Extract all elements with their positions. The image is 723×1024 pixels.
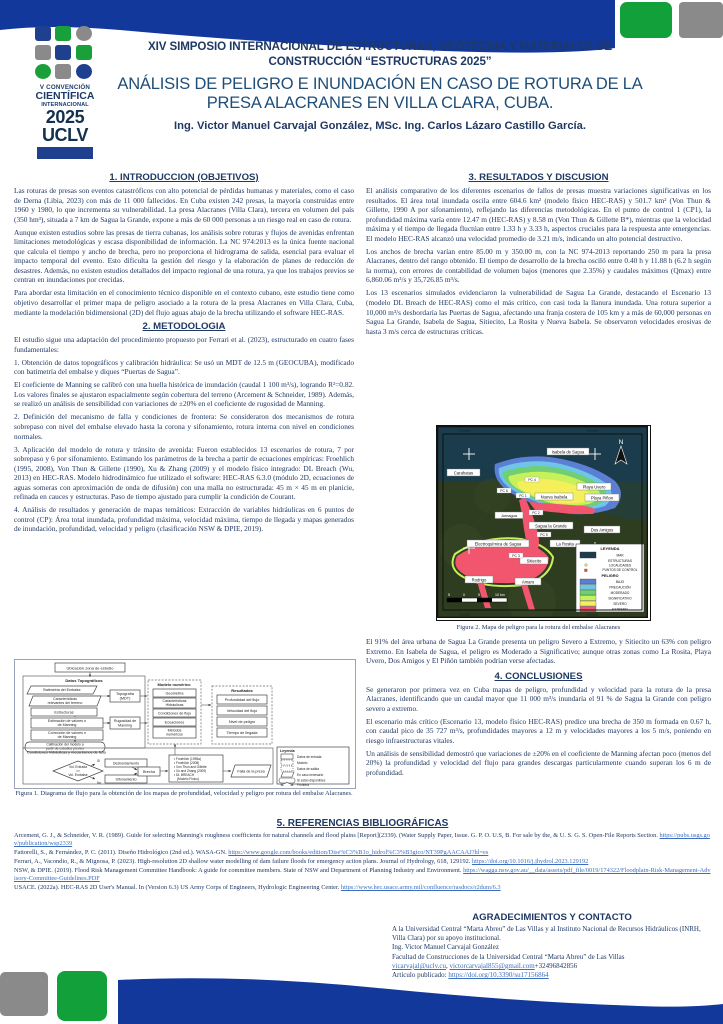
svg-text:MAR: MAR xyxy=(616,553,624,558)
method-paragraph-6: 4. Análisis de resultados y generación de mapas temáticos: Extracción de variables hidráulicas en 6 puntos de control (CP): Área total inundada, profundidad máxima, velocidad máxima, tiempo de llegada y mapas generados de inundación, profundidad, velocidad y peligro (clasificación NSW & DPIE, 2019). xyxy=(14,505,354,534)
flow-node-bathymetry xyxy=(27,686,97,694)
method-paragraph-1: El estudio sigue una adaptación del procedimiento propuesto por Ferrari et al. (2023), estructurado en cuatro fases fundamentales: xyxy=(14,335,354,354)
email-link-personal[interactable]: victorcarvajal855@gmail.com xyxy=(449,961,535,970)
ack-faculty: Facultad de Construcciones de la Universidad Central “Marta Abreu” de Las Villas xyxy=(392,952,625,961)
svg-text:Batimetría del Embalse: Batimetría del Embalse xyxy=(43,688,81,692)
flow-node-dam-failure xyxy=(231,765,271,777)
method-paragraph-2: 1. Obtención de datos topográficos y calibración hidráulica: Se usó un MDT de 12.5 m (GEOCUBA), modificado con batimetría del embalse y diques “Puertas de Sagua”. xyxy=(14,357,354,377)
reference-item xyxy=(14,858,711,866)
intro-paragraph-1: Las roturas de presas son eventos catastróficos con alto potencial de pérdidas humanas y materiales, como el caso de Derna (Libia, 2023) con más de 11 000 fallecidos. En Cuba existen 242 presas, la mayoría construidas entre 1960 y 1980, lo que incrementa su vulnerabilidad. La presa Alacranes (Villa Clara), tercera en volumen del país (350 hm³), situada a 7 km de Sagua la Grande, expone a más de 60 000 personas a un riesgo real en caso de rotura. xyxy=(14,186,354,224)
poster-title: ANÁLISIS DE PELIGRO E INUNDACIÓN EN CASO DE ROTURA DE LA PRESA ALACRANES EN VILLA CLARA, CUBA. xyxy=(117,74,643,113)
svg-text:• DL BREACH: • DL BREACH xyxy=(174,773,195,777)
ack-author: Ing. Victor Manuel Carvajal González xyxy=(392,943,499,952)
footer-swoosh-decoration xyxy=(118,966,723,1024)
svg-text:Amaro: Amaro xyxy=(521,579,535,585)
svg-text:PC 5: PC 5 xyxy=(540,533,548,537)
logo-year: 2025 xyxy=(45,106,85,127)
section-heading-acknowledgements: AGRADECIMIENTOS Y CONTACTO xyxy=(472,912,632,923)
svg-text:Carahatas: Carahatas xyxy=(453,470,474,476)
svg-text:Brecha: Brecha xyxy=(142,770,156,774)
svg-text:Nueva Isabela: Nueva Isabela xyxy=(540,494,568,500)
figure-2-caption: Figura 2. Mapa de peligro para la rotura del embalse Alacranes xyxy=(456,624,621,631)
intro-paragraph-2: Aunque existen estudios sobre las presas de tierra cubanas, los análisis sobre roturas y flujos de avenidas enfrentan limitaciones metodológicas y escasa disponibilidad de información. La NC 974:2013 es la única fuente nacional que calcula el tiempo y ancho de brecha, pero no proporciona el hidrograma de salida, esencial para evaluar el impacto temporal del evento. Esto dificulta la gestión del riesgo y la elaboración de planes de reducción de desastres. Además, no existen estudios detallados del impacto regional de una rotura, ya que los trabajos previos se centran en inundaciones por crecidas. xyxy=(14,227,354,285)
flow-node-start xyxy=(55,663,125,672)
svg-text:Ecuaciones: Ecuaciones xyxy=(164,720,185,725)
section-heading-results: 3. RESULTADOS Y DISCUSION xyxy=(468,172,609,183)
svg-text:Corrección de valores n: Corrección de valores n xyxy=(48,731,86,735)
svg-text:PC 3: PC 3 xyxy=(512,554,520,558)
svg-text:partir de estudios previos: partir de estudios previos xyxy=(46,746,84,751)
svg-text:SIGNIFICATIVO: SIGNIFICATIVO xyxy=(608,596,632,601)
reference-item xyxy=(14,849,711,857)
svg-text:Vol. Entrada: Vol. Entrada xyxy=(69,765,87,769)
svg-text:Rugosidad de: Rugosidad de xyxy=(113,719,137,723)
svg-text:Playa Piñon: Playa Piñon xyxy=(590,495,614,501)
svg-text:PC 2: PC 2 xyxy=(532,511,540,515)
flow-node-geometry xyxy=(153,689,196,697)
reference-link[interactable]: https://www.google.com/books/edition/Dise%C3%B1o_hidrol%C3%B3gico/NT39PgAACAAJ?hl=es xyxy=(228,848,489,856)
svg-text:(Modelo Físico): (Modelo Físico) xyxy=(177,777,199,781)
convention-logo xyxy=(32,26,98,159)
footer-green-square xyxy=(57,971,107,1021)
svg-text:• Froehlich (2008): • Froehlich (2008) xyxy=(174,761,200,765)
svg-text:Rodrigo: Rodrigo xyxy=(471,577,487,583)
svg-text:En caso necesario: En caso necesario xyxy=(297,773,324,777)
section-heading-methodology: 2. METODOLOGIA xyxy=(142,321,226,333)
method-paragraph-3: El coeficiente de Manning se calibró con una huella histórica de inundación (caudal 1 100 m³/s), logrando R²=0.82. Los valores finales se ajustaron espacialmente según cobertura del terreno (Arcement & Schneider, 1989). Además, se realizó un análisis de sensibilidad con variaciones de ±20% en el coeficiente de rugosidad de Manning. xyxy=(14,380,354,409)
svg-text:PELIGRO: PELIGRO xyxy=(601,574,619,578)
references-section xyxy=(14,818,711,893)
flow-label-yes: Sí xyxy=(97,759,101,763)
email-link-institutional[interactable]: vicarvajal@uclv.cu xyxy=(392,961,446,970)
title-block xyxy=(100,40,660,132)
flow-node-breach xyxy=(138,767,160,776)
logo-uclv: UCLV xyxy=(41,124,89,145)
flow-group-results: Resultados xyxy=(231,688,253,693)
svg-text:Datos de salida: Datos de salida xyxy=(297,767,319,771)
logo-convention-line: V CONVENCIÓN xyxy=(39,84,91,91)
svg-text:• Xu and Zhang (2009): • Xu and Zhang (2009) xyxy=(174,769,207,773)
results-paragraph-3: Los 13 escenarios simulados evidenciaron la vulnerabilidad de Sagua La Grande, destacando el Escenario 13 (modelo DL Breach de HEC-RAS) como el más crítico, con casi toda la llanura inundada. Una rotura superior a 10,000 m³/s desbordaría las Puertas de Sagua, afectando una franja costera de 105 km y a más de 60,000 personas en Sagua La Grande, Isabela de Sagua, Sitiecito, La Rosita y Nueva Isabela. Se observaron velocidades erosivas de hasta 3 m/s cerca de estructuras críticas. xyxy=(366,288,711,336)
svg-text:PC 4: PC 4 xyxy=(528,478,536,482)
flow-label-no: No xyxy=(97,781,102,785)
reference-text: Ferrari, A., Vacondio, R., & Mignosa, P. (2023). High-resolution 2D shallow water modelling of dam failure floods for emergency action plans. Journal of Hydrology, 618, 129192. xyxy=(14,857,472,865)
flow-node-equation-list xyxy=(169,755,223,782)
flow-node-terrain xyxy=(29,696,101,706)
symposium-title: XIV SIMPOSIO INTERNACIONAL DE ESTRUCTURAS, GEOTECNIA Y MATERIALES DE CONSTRUCCIÓN “ESTRUCTURAS 2025” xyxy=(147,40,613,68)
svg-text:5: 5 xyxy=(448,593,450,597)
results-paragraph-4: El 91% del área urbana de Sagua La Grande presenta un peligro Severo a Extremo, y Sitiecito un 63% con peligro Extremo. En Isabela de Sagua, el peligro es Moderado a Significativo; aunque otras zonas como La Rosita, Playa Uvero, Dos Amigos y El Piñón también podrían verse afectadas. xyxy=(366,637,711,666)
figure-2-hazard-map xyxy=(436,425,651,621)
svg-text:Isabela de Sagua: Isabela de Sagua xyxy=(551,449,585,455)
reference-item xyxy=(14,884,711,892)
svg-text:LEYENDA: LEYENDA xyxy=(600,546,620,551)
svg-text:Condiciones de flujo: Condiciones de flujo xyxy=(157,711,192,716)
reference-text: NSW, & DPIE. (2019). Flood Risk Management Committee Handbook: A guide for committee members. State of NSW and Department of Planning Industry and Environment. xyxy=(14,866,464,874)
flow-node-mdt xyxy=(110,690,140,702)
svg-text:Estimación de valores n: Estimación de valores n xyxy=(47,719,87,723)
intro-paragraph-3: Para abordar esta limitación en el conocimiento técnico disponible en el contexto cubano, este estudio tiene como objetivo desarrollar el primer mapa de peligro asociado a la rotura de la presa Alacranes en Villa Clara, Cuba, mediante la modelación bidimensional (2D) del flujo aguas abajo de la brecha utilizando el software HEC-RAS. xyxy=(14,288,354,317)
reference-item xyxy=(14,867,711,883)
svg-text:Manning: Manning xyxy=(118,723,132,728)
svg-text:LOCALIDADES: LOCALIDADES xyxy=(608,563,632,568)
contact-separator: , xyxy=(446,961,450,970)
logo-dot-grid xyxy=(35,26,95,82)
svg-text:Topografía: Topografía xyxy=(116,692,134,696)
header-gray-square xyxy=(679,2,723,38)
svg-text:Electroquímica de Sagua: Electroquímica de Sagua xyxy=(474,541,522,547)
svg-text:PRECAUCIÓN: PRECAUCIÓN xyxy=(609,585,631,590)
svg-text:BAJO: BAJO xyxy=(615,580,625,584)
flow-node-velocity xyxy=(217,706,267,715)
conclusions-paragraph-1: Se generaron por primera vez en Cuba mapas de peligro, profundidad y velocidad para la rotura de la presa Alacranes, identificando que un caudal mayor que 11 000 m³/s inundaría el 91 % de Sagua la Grande con peligro severo a extremo. xyxy=(366,684,711,713)
svg-text:Leyenda: Leyenda xyxy=(280,749,295,753)
svg-text:Geometría: Geometría xyxy=(165,691,184,696)
svg-text:Profundidad del flujo: Profundidad del flujo xyxy=(224,698,260,702)
svg-text:Jumagua: Jumagua xyxy=(500,513,518,518)
svg-text:Modelo: Modelo xyxy=(297,761,308,765)
reference-link[interactable]: https://www.hec.usace.army.mil/confluence/rasdocs/r2dum/6.3 xyxy=(340,883,501,891)
figure-2-legend xyxy=(576,544,644,612)
results-paragraph-2: Los anchos de brecha varían entre 85.00 m y 350.00 m, con la NC 974-2013 reportando 250 m para la presa Alacranes, dentro del rango obtenido. El tiempo de desarrollo de la brecha osciló entre 0.40 h y 11.88 h (6.2 h según la norma), con errores de contabilidad de volumen bajos (menores que 2.35%) y caudales máximos (Qmax) entre 6,860.06 m³/s y 35,726.85 m³/s. xyxy=(366,246,711,285)
logo-scientific-line: CIENTÍFICA xyxy=(35,90,95,102)
footer-gray-square xyxy=(0,972,48,1016)
svg-text:Datos de entrada: Datos de entrada xyxy=(297,755,322,759)
reference-link[interactable]: https://pubs.usgs.gov/publication/wsp2339 xyxy=(14,832,710,847)
logo-international-line: INTERNACIONAL xyxy=(41,101,89,108)
svg-text:Vol. Embalse: Vol. Embalse xyxy=(68,773,88,777)
svg-text:relevantes del terreno: relevantes del terreno xyxy=(47,701,83,705)
reference-text: USACE. (2022a). HEC-RAS 2D User's Manual. In (Version 6.3) US Army Corps of Engineers, Hydrologic Engineering Center. xyxy=(14,883,341,891)
svg-text:• Froehlich (1995a): • Froehlich (1995a) xyxy=(174,757,201,761)
method-paragraph-4: 2. Definición del mecanismo de falla y condiciones de frontera: Se consideraron dos mecanismos de rotura sobrepaso con nivel del embalse elevado hasta la corona y sifonamiento, rotura interna con nivel en condiciones normales. xyxy=(14,412,354,441)
flow-node-numerical-methods xyxy=(153,727,196,738)
figure-1-flowchart xyxy=(14,659,356,789)
svg-text:Hidráulicas: Hidráulicas xyxy=(165,703,184,707)
svg-text:614000: 614000 xyxy=(587,429,598,433)
svg-text:Sifonamiento: Sifonamiento xyxy=(115,777,137,782)
section-heading-conclusions: 4. CONCLUSIONES xyxy=(494,670,583,682)
svg-text:Sitiecito: Sitiecito xyxy=(526,558,542,564)
svg-text:Métodos: Métodos xyxy=(167,728,182,733)
method-paragraph-5: 3. Aplicación del modelo de rotura y tránsito de avenida: Fueron establecidos 13 escenarios de rotura, 7 por sobrepaso y 6 por sifonamiento. Estimando los parámetros de la brecha a partir de ecuaciones empíricas: Froehlich (1995, 2008), Von Thun & Gillette (1990), Xu & Zhang (2009) y el modelo físico integrado: DL Breach (Wu, 2013) en HEC-RAS. Modelo hidrodinámico fue utilizado el software: HEC-RAS 6.3.0 (módulo 2D, ecuaciones de aguas someras con aproximación de onda de difusión) con una malla no estructurada: 45 m × 45 m en planicie, refinada en cauces y estructuras. Paso de tiempo ajustado para cumplir la condición de Courant. xyxy=(14,444,354,502)
svg-text:Sagua la Grande: Sagua la Grande xyxy=(535,523,567,529)
svg-text:La Rosita: La Rosita xyxy=(556,541,574,547)
svg-text:Tiempo de llegada: Tiempo de llegada xyxy=(226,731,258,735)
flow-group-failure-conditions: Condiciones hidráulicas y mecanismos de falla xyxy=(27,750,106,755)
svg-text:Velocidad del flujo: Velocidad del flujo xyxy=(226,709,258,713)
svg-text:10 km: 10 km xyxy=(495,593,505,597)
flow-node-decision xyxy=(53,761,103,781)
reference-text: Fattorelli, S., & Fernández, P. C. (2011). Diseño Hidrológico (2nd ed.). WASA-GN. xyxy=(14,848,229,856)
svg-text:ESTRUCTURAS: ESTRUCTURAS xyxy=(608,559,632,563)
left-column xyxy=(14,172,354,538)
svg-text:574000: 574000 xyxy=(459,429,470,433)
svg-text:Falla de la presa: Falla de la presa xyxy=(237,769,265,774)
svg-text:Características: Características xyxy=(53,697,77,701)
svg-text:Nivel de peligro: Nivel de peligro xyxy=(228,720,256,724)
svg-text:PC 6: PC 6 xyxy=(500,489,508,493)
svg-text:PUNTOS DE CONTROL: PUNTOS DE CONTROL xyxy=(602,568,638,572)
svg-text:574000: 574000 xyxy=(459,613,470,617)
svg-text:>>: >> xyxy=(76,769,80,773)
svg-text:614000: 614000 xyxy=(587,613,598,617)
article-label: Artículo publicado: xyxy=(392,971,447,980)
conclusions-paragraph-3: Un análisis de sensibilidad demostró que variaciones de ±20% en el coeficiente de Manning afectan poco (menos del 20%) la profundidad y velocidad del flujo para grandes descargas particularmente cuando superan los 6 m de profundidad. xyxy=(366,748,711,778)
flow-node-hazard-level xyxy=(217,717,267,726)
figure-1-caption: Figura 1. Diagrama de flujo para la obtención de los mapas de profundidad, velocidad y peligro por rotura del embalse Alacranes. xyxy=(15,790,353,797)
results-conclusions-block xyxy=(366,637,711,781)
svg-text:SEVERO: SEVERO xyxy=(613,602,627,606)
svg-text:• Von Thun and Gillette: • Von Thun and Gillette xyxy=(174,765,207,769)
reference-link[interactable]: https://doi.org/10.1016/j.jhydrol.2023.129192 xyxy=(471,857,589,865)
svg-text:de Manning: de Manning xyxy=(57,735,77,739)
header-green-square xyxy=(620,2,672,38)
right-column xyxy=(366,172,711,340)
logo-blue-bar xyxy=(37,147,93,159)
svg-text:N: N xyxy=(618,439,624,446)
flow-node-structures xyxy=(31,708,97,716)
phone-number: +32496842856 xyxy=(534,961,578,970)
figure-1-legend xyxy=(277,747,349,786)
section-heading-references: 5. REFERENCIAS BIBLIOGRÁFICAS xyxy=(276,818,449,829)
flow-node-arrival-time xyxy=(217,728,267,737)
svg-text:Características: Características xyxy=(162,699,187,703)
flow-node-overtopping xyxy=(105,759,147,767)
reference-text: Arcement, G. J., & Schneider, V. R. (1989). Guide for selecting Manning's roughness coefficients for natural channels and flood plains [Report](2339). (Water Supply Paper, Issue. G. P. O. U.S, B. For sale by the, & U. S. G. S. Open-File Reports Section. xyxy=(14,832,660,839)
control-point-marker-icon xyxy=(585,569,588,572)
svg-text:Dos Amigos: Dos Amigos xyxy=(590,527,614,533)
svg-text:Frontera: Frontera xyxy=(297,783,310,786)
svg-text:Desbordamiento: Desbordamiento xyxy=(112,761,140,766)
svg-text:de Manning: de Manning xyxy=(57,723,77,727)
flow-group-topography: Datos Topográficos xyxy=(65,678,103,683)
flow-node-roughness xyxy=(110,717,140,729)
svg-text:Ubicación zona de estudio: Ubicación zona de estudio xyxy=(66,665,114,671)
svg-text:numéricos: numéricos xyxy=(166,732,183,737)
section-heading-introduction: 1. INTRODUCCION (OBJETIVOS) xyxy=(109,172,259,183)
svg-text:Estructuras: Estructuras xyxy=(54,710,74,715)
svg-text:Calibración del modelo a: Calibración del modelo a xyxy=(46,742,84,747)
flow-node-hydraulic-characteristics xyxy=(153,698,196,708)
svg-text:5: 5 xyxy=(478,593,480,597)
flow-node-manning-estimation xyxy=(31,718,103,728)
svg-text:Playa Uvero: Playa Uvero xyxy=(582,484,606,490)
flow-node-depth xyxy=(217,695,267,704)
article-doi-link[interactable]: https://doi.org/10.3390/su17156864 xyxy=(448,971,549,980)
svg-text:EXTREMO: EXTREMO xyxy=(612,607,628,612)
reference-item xyxy=(14,832,711,848)
results-paragraph-1: El análisis comparativo de los diferentes escenarios de fallos de presas muestra variaciones significativas en los resultados. El área total inundada oscila entre 604.6 km² (modelo físico HEC-RAS) y 501.7 km² (Von Thun & Gillette, 1990 A por sifonamiento), reflejando las diferencias metodológicas. En el punto de control 1 (CP1), la profundidad máxima varía entre 12.47 m (HEC-RAS) y 8.58 m (Von Thun & Gillette B*), mientras que la velocidad máxima y el tiempo de llegada fluctúan entre 1.33 h y 3.33 h, aspectos cruciales para la respuesta ante emergencias. El modelo HEC-RAS alcanzó una velocidad promedio de 3.21 m/s, indicando un alto potencial destructivo. xyxy=(366,186,711,243)
svg-text:Si están disponibles: Si están disponibles xyxy=(297,778,326,783)
conclusions-paragraph-2: El escenario más crítico (Escenario 13, modelo físico HEC-RAS) predice una brecha de 350 m formada en 0.67 h, con caudal pico de 35 727 m³/s, profundidades mayores a 12 m y velocidades mayores a los 5 m/s, poniendo en riesgo infraestructuras vitales. xyxy=(366,716,711,745)
reference-link[interactable]: https://wagga.nsw.gov.au/__data/assets/pdf_file/0019/174322/Floodplain-Risk-Management-Advisory-Committee-Guidelines.PDF xyxy=(14,866,711,882)
svg-text:PC 1: PC 1 xyxy=(519,494,527,498)
author-list: Ing. Victor Manuel Carvajal González, MSc. Ing. Carlos Lázaro Castillo García. xyxy=(174,119,586,132)
svg-text:(MDT): (MDT) xyxy=(119,696,131,701)
svg-text:0: 0 xyxy=(463,593,465,597)
locality-marker-icon xyxy=(585,564,588,567)
svg-text:MODERADO: MODERADO xyxy=(610,591,630,595)
flow-node-flow-conditions xyxy=(153,709,196,717)
flow-node-equations xyxy=(153,718,196,726)
flow-node-manning-correction xyxy=(31,730,103,740)
ack-institution: A la Universidad Central “Marta Abreu” de Las Villas y al Instituto Nacional de Recursos Hidráulicos (INRH, Villa Clara) por su apoyo institucional. xyxy=(392,925,701,943)
flow-group-numeric-model: Modelo numérico xyxy=(157,682,191,687)
